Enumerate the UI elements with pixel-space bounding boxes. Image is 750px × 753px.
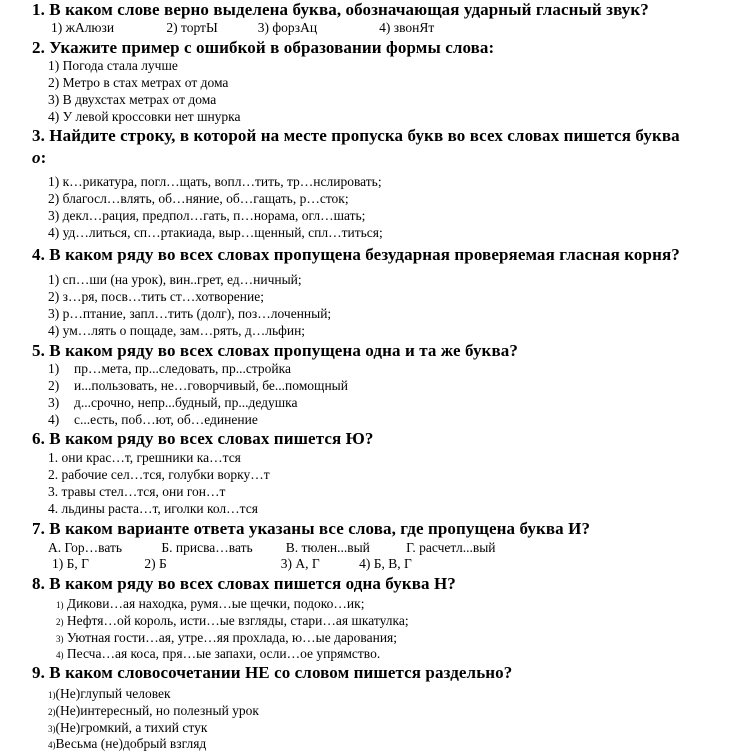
list-item: 4) с...есть, поб…ют, об…единение [48, 412, 258, 427]
list-item: 3)(Не)громкий, а тихий стук [48, 720, 208, 735]
answer-1: 1) Б, Г [52, 556, 89, 571]
question-8-title: 8. В каком ряду во всех словах пишется одна буква Н? [32, 574, 456, 593]
question-1-title: 1. В каком слове верно выделена буква, обозначающая ударный гласный звук? [32, 0, 649, 19]
letter-o: о [32, 148, 41, 167]
option-1: 1) жАлюзи [51, 20, 115, 35]
option-4: 4) звонЯт [379, 20, 435, 35]
question-5-title: 5. В каком ряду во всех словах пропущена одна и та же буква? [32, 341, 518, 360]
question-7-title: 7. В каком варианте ответа указаны все слова, где пропущена буква И? [32, 519, 591, 538]
answer-4: 4) Б, В, Г [359, 556, 412, 571]
list-item: 4) Песча…ая коса, пря…ые запахи, осли…ое упрямство. [56, 646, 381, 661]
question-7-words [48, 540, 496, 556]
list-item: 3) р…птание, запл…тить (долг), поз…лоченный; [48, 306, 332, 321]
list-item: 3) Уютная гости…ая, утре…яя прохлада, ю…ые дарования; [56, 630, 398, 645]
option-2: 2) тортЫ [166, 20, 218, 35]
list-item: 3) декл…рация, предпол…гать, п…норама, огл…шать; [48, 208, 366, 223]
question-4-title: 4. В каком ряду во всех словах пропущена безударная проверяемая гласная корня? [32, 245, 680, 264]
question-1-options [51, 20, 434, 36]
word-a: А. Гор…вать [48, 540, 123, 555]
list-item: 2) Нефтя…ой король, исти…ые взгляды, стари…ая шкатулка; [56, 613, 409, 628]
list-item: 1) сп…ши (на урок), вин..грет, ед…ничный; [48, 272, 302, 287]
question-3-title-line2: о: [32, 148, 47, 167]
question-2-title: 2. Укажите пример с ошибкой в образовании формы слова: [32, 38, 495, 57]
question-9-title: 9. В каком словосочетании НЕ со словом пишется раздельно? [32, 663, 513, 682]
list-item: 2) з…ря, посв…тить ст…хотворение; [48, 289, 264, 304]
word-g: Г. расчетл...вый [406, 540, 496, 555]
list-item: 1) Дикови…ая находка, румя…ые щечки, подоко…ик; [56, 596, 365, 611]
list-item: 2) Метро в стах метрах от дома [48, 75, 229, 90]
list-item: 3) д...срочно, непр...будный, пр...дедушка [48, 395, 298, 410]
list-item: 2) благосл…влять, об…няние, об…гащать, р…сток; [48, 191, 349, 206]
list-item: 2)(Не)интересный, но полезный урок [48, 703, 259, 718]
list-item: 1. они крас…т, грешники ка…тся [48, 450, 241, 465]
list-item: 1) Погода стала лучше [48, 58, 178, 73]
list-item: 4) ум…лять о пощаде, зам…рять, д…льфин; [48, 323, 306, 338]
list-item: 4) У левой кроссовки нет шнурка [48, 109, 241, 124]
answer-2: 2) Б [144, 556, 167, 571]
list-item: 4) уд…литься, сп…ртакиада, выр…щенный, спл…титься; [48, 225, 383, 240]
list-item: 4)Весьма (не)добрый взгляд [48, 736, 207, 751]
option-3: 3) форзАц [257, 20, 318, 35]
word-b: Б. присва…вать [161, 540, 253, 555]
list-item: 4. льдины раста…т, иголки кол…тся [48, 501, 258, 516]
list-item: 3. травы стел…тся, они гон…т [48, 484, 226, 499]
answer-3: 3) А, Г [280, 556, 320, 571]
question-7-answers [52, 556, 412, 572]
question-3-title: 3. Найдите строку, в которой на месте пропуска букв во всех словах пишется буква [32, 126, 680, 145]
list-item: 1) к…рикатура, погл…щать, вопл…тить, тр…нслировать; [48, 174, 382, 189]
list-item: 1) пр…мета, пр...следовать, пр...стройка [48, 361, 291, 376]
list-item: 3) В двухстах метрах от дома [48, 92, 217, 107]
word-v: В. тюлен...вый [285, 540, 370, 555]
list-item: 2) и...пользовать, не…говорчивый, бе...помощный [48, 378, 348, 393]
list-item: 2. рабочие сел…тся, голубки ворку…т [48, 467, 270, 482]
question-6-title: 6. В каком ряду во всех словах пишется Ю? [32, 429, 374, 448]
list-item: 1)(Не)глупый человек [48, 686, 171, 701]
